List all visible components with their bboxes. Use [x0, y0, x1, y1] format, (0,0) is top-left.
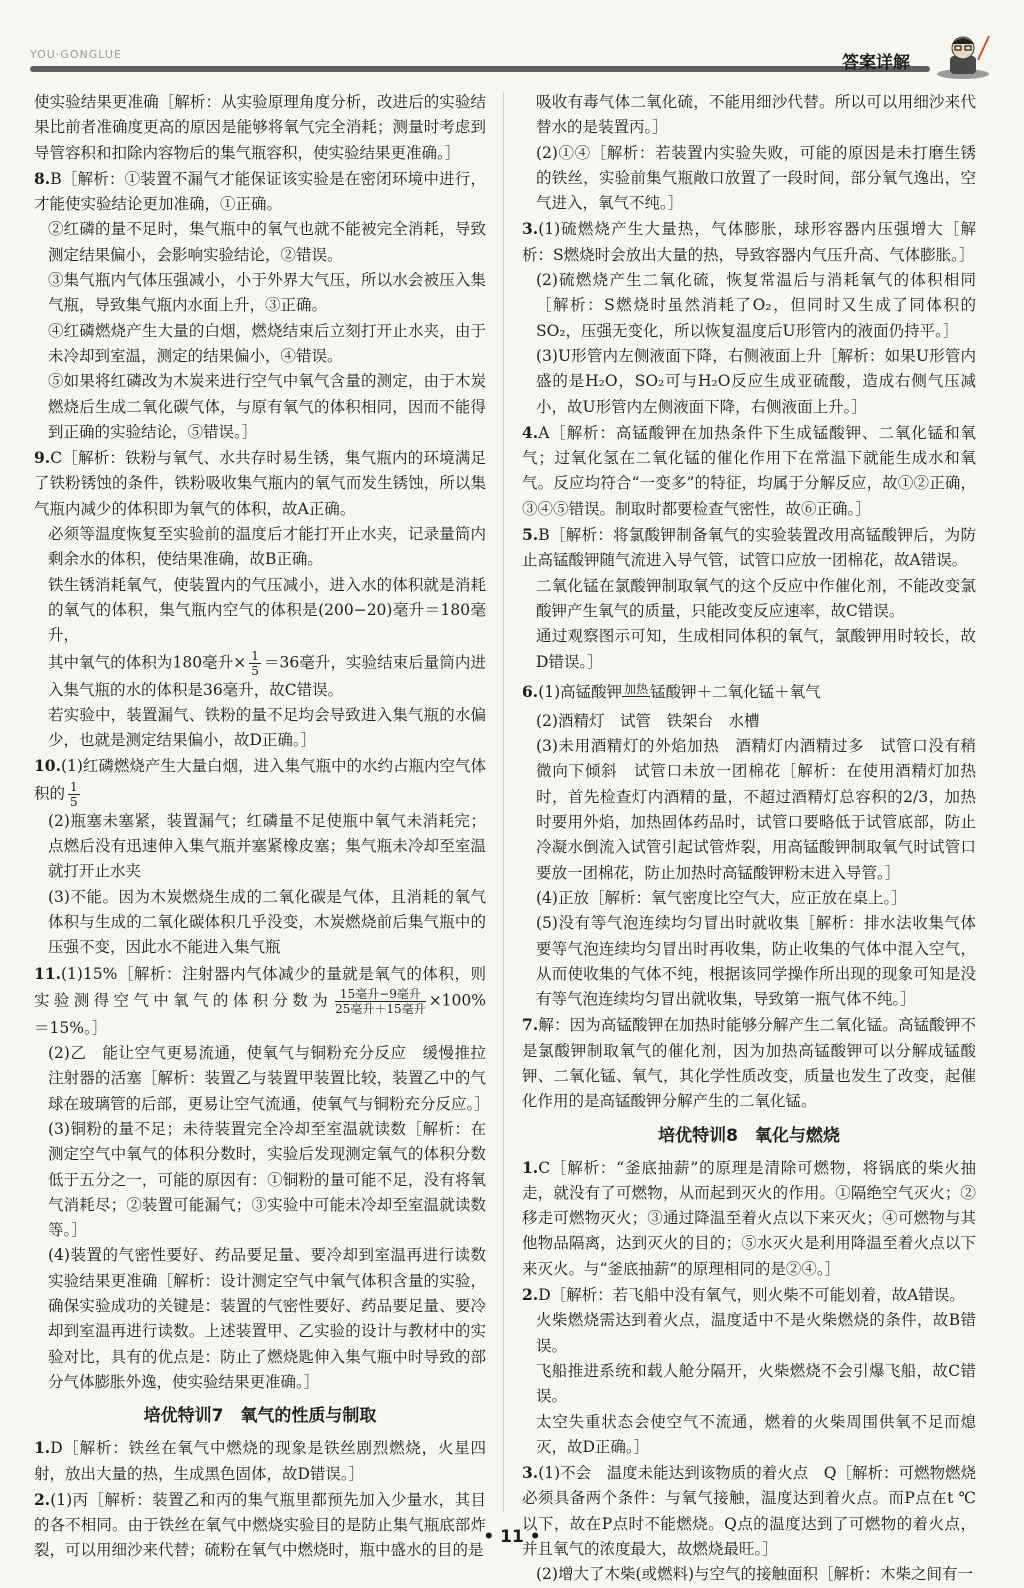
- s8-answer-3-text: (1)不会 温度未能达到该物质的着火点 Q［解析：可燃物燃烧必须具备两个条件：与氧气接触，温度达到着火点。而P点在t ℃以下，故在P点时不能燃烧。Q点的温度达到了可燃物的着火点，并且氧气的浓度最大，故燃烧最旺。］: [522, 1464, 976, 1559]
- answer-9-line-4b: ＝36毫升，实验结束后量筒内进入集气瓶的水的体积是36毫升，故C错误。: [48, 653, 486, 699]
- s8-answer-2-text: D［解析：若飞船中没有氧气，则火柴不可能划着，故A错误。: [538, 1286, 965, 1305]
- answer-9-line-2: 必须等温度恢复至实验前的温度后才能打开止水夹，记录量筒内剩余水的体积，使结果准确，故B正确。: [48, 525, 486, 569]
- answer-8-line-2: ②红磷的量不足时，集气瓶中的氧气也就不能被完全消耗，导致测定结果偏小，会影响实验结论，②错误。: [48, 220, 486, 264]
- page-number: • 11 •: [483, 1527, 541, 1547]
- fraction-numerator: 15毫升−9毫升: [335, 987, 426, 1002]
- right-cont-paragraph: 吸收有毒气体二氧化硫，不能用细沙代替。所以可以用细沙来代替水的是装置丙。］: [536, 93, 976, 137]
- answer-9-line-4: [34, 649, 486, 703]
- fraction-oxygen: [335, 987, 426, 1016]
- answer-6-products: 锰酸钾＋二氧化锰＋氧气: [650, 682, 821, 701]
- right-column: [522, 90, 976, 1588]
- s8-answer-3-number: 3.: [522, 1463, 539, 1483]
- answer-3-line-2: (2)硫燃烧产生二氧化硫，恢复常温后与消耗氧气的体积相同［解析：S燃烧时虽然消耗了O₂，但同时又生成了同体积的SO₂，压强无变化，所以恢复温度后U形管内的液面仍持平。］: [536, 271, 976, 340]
- left-column: [34, 90, 502, 1564]
- answer-5-line-3: 通过观察图示可知，生成相同体积的氧气，氯酸钾用时较长，故D错误。］: [536, 627, 976, 671]
- answer-10-text: (1)红磷燃烧产生大量白烟，进入集气瓶中的水约占瓶内空气体积的: [34, 757, 486, 803]
- s8-answer-3-line-2: (2)增大了木柴(或燃料)与空气的接触面积［解析：木柴之间有一: [536, 1565, 974, 1584]
- s7-answer-1-number: 1.: [34, 1438, 51, 1458]
- answer-10-line-2: (2)瓶塞未塞紧，装置漏气；红磷量不足使瓶中氧气未消耗完；点燃后没有迅速伸入集气瓶并塞紧橡皮塞；集气瓶未冷却至室温就打开止水夹: [48, 811, 486, 881]
- fraction-one-fifth-2: [68, 780, 80, 809]
- answer-11-multiplier: ×100%: [428, 991, 486, 1010]
- answer-5-line-2: 二氧化锰在氯酸钾制取氧气的这个反应中作催化剂，不能改变氯酸钾产生氧气的质量，只能改变反应速率，故C错误。: [536, 576, 976, 620]
- answer-9-text: C［解析：铁粉与氧气、水共存时易生锈，集气瓶内的环境满足了铁粉锈蚀的条件，铁粉吸收集气瓶内的氧气而发生锈蚀，所以集气瓶内减少的体积即为氧气的体积，故A正确。: [34, 449, 486, 518]
- s7-answer-1-text: D［解析：铁丝在氧气中燃烧的现象是铁丝剧烈燃烧，火星四射，放出大量的热，生成黑色固体，故D错误。］: [34, 1439, 486, 1483]
- s8-answer-2-line-2: 火柴燃烧需达到着火点，温度适中不是火柴燃烧的条件，故B错误。: [536, 1311, 976, 1355]
- answer-8-line-5: ⑤如果将红磷改为木炭来进行空气中氧气含量的测定，由于木炭燃烧后生成二氧化碳气体，与原有氧气的体积相同，因而不能得到正确的实验结论，⑤错误。］: [48, 372, 486, 441]
- s8-answer-1-text: C［解析：“釜底抽薪”的原理是清除可燃物，将锅底的柴火抽走，就没有了可燃物，从而起到灭火的作用。①隔绝空气灭火；②移走可燃物灭火；③通过降温至着火点以下来灭火；④可燃物与其他物品隔离，达到灭火的目的；⑤水灭火是利用降温至着火点以下来灭火。与“釜底抽薪”的原理相同的是②④。］: [522, 1158, 976, 1278]
- s7-answer-2-number: 2.: [34, 1489, 51, 1509]
- header-title: 答案详解: [842, 53, 910, 73]
- answer-8-line-4: ④红磷燃烧产生大量的白烟，燃烧结束后立刻打开止水夹，由于未冷却到室温，测定的结果偏小，④错误。: [48, 321, 486, 365]
- answer-4-text: A［解析：高锰酸钾在加热条件下生成锰酸钾、二氧化锰和氧气；过氧化氢在二氧化锰的催化作用下在常温下就能生成水和氧气。反应均符合“一变多”的特征，均属于分解反应，故①②正确，③④⑤错误。制取时都要检查气密性，故⑥正确。］: [522, 423, 976, 518]
- s8-answer-2-number: 2.: [522, 1285, 539, 1305]
- s8-answer-1-number: 1.: [522, 1157, 539, 1177]
- s8-answer-1: [522, 1155, 976, 1282]
- answer-11-line-3: (3)铜粉的量不足；未待装置完全冷却至室温就读数［解析：在测定空气中氧气的体积分数时，实验后发现测定氧气的体积分数低于五分之一，可能的原因有：①铜粉的量可能不足，没有将氧气消耗尽；②装置可能漏气；③实验中可能未冷却至室温就读数等。］: [48, 1119, 486, 1240]
- answer-10-number: 10.: [34, 756, 61, 776]
- right-cont-paragraph-2: (2)①④［解析：若装置内实验失败，可能的原因是未打磨生锈的铁丝，实验前集气瓶敞口放置了一段时间，部分氧气逸出，空气进入，氧气不纯。］: [536, 143, 976, 213]
- fraction-denominator: 25毫升＋15毫升: [335, 1001, 426, 1016]
- answer-6-line-5: (5)没有等气泡连续均匀冒出时就收集［解析：排水法收集气体要等气泡连续均匀冒出时再收集，防止收集的气体中混入空气，从而使收集的气体不纯，根据该同学操作所出现的现象可知是没有等气泡连续均匀冒出就收集，导致第一瓶气体不纯。］: [536, 914, 976, 1009]
- answer-3: [522, 216, 976, 268]
- answer-6-line-4: (4)正放［解析：氧气密度比空气大，应正放在桌上。］: [536, 888, 907, 907]
- fraction-numerator: 1: [70, 779, 78, 794]
- fraction-one-fifth: [249, 649, 261, 678]
- answer-7-text: 解：因为高锰酸钾在加热时能够分解产生二氧化锰。高锰酸钾不是氯酸钾制取氧气的催化剂，因为加热高锰酸钾可以分解成锰酸钾、二氧化锰、氧气，其化学性质改变，质量也发生了改变，起催化作用的是高锰酸钾分解产生的二氧化锰。: [522, 1016, 976, 1111]
- answer-8-text: B［解析：①装置不漏气才能保证该实验是在密闭环境中进行，才能使实验结论更加准确，①正确。: [34, 169, 486, 214]
- answer-11-text: (1)15%［解析：注射器内气体减少的量就是氧气的体积，则实验测得空气中氧气的体积分数为: [34, 964, 486, 1010]
- left-cont-paragraph: 使实验结果更准确［解析：从实验原理角度分析，改进后的实验结果比前者准确度更高的原因是能够将氧气完全消耗；测量时考虑到导管容积和扣除内容物后的集气瓶容积，使实验结果更准确。］: [34, 93, 486, 162]
- answer-6-number: 6.: [522, 681, 539, 701]
- s8-answer-2-line-4: 太空失重状态会使空气不流通，燃着的火柴周围供氧不足而熄灭，故D正确。］: [536, 1412, 976, 1456]
- answer-9: [34, 445, 486, 522]
- section-title-8: 培优特训8 氧化与燃烧: [658, 1125, 840, 1146]
- answer-5: [522, 522, 976, 574]
- answer-10: [34, 753, 486, 808]
- answer-7: [522, 1012, 976, 1114]
- answer-6: [522, 675, 976, 709]
- answer-5-number: 5.: [522, 525, 539, 545]
- answer-9-line-4a: 其中氧气的体积为180毫升×: [48, 653, 247, 672]
- answer-11-number: 11.: [34, 963, 61, 983]
- answer-3-text: (1)硫燃烧产生大量热，气体膨胀，球形容器内压强增大［解析：S燃烧时会放出大量的热，导致容器内气压升高、气体膨胀。］: [522, 220, 976, 264]
- fraction-denominator: 5: [70, 794, 78, 809]
- column-divider: [503, 92, 504, 1512]
- answer-9-line-5: 若实验中，装置漏气、铁粉的量不足均会导致进入集气瓶的水偏少，也就是测定结果偏小，故D正确。］: [48, 705, 486, 750]
- answer-7-number: 7.: [522, 1015, 539, 1035]
- answer-6-reactant: (1)高锰酸钾: [538, 682, 623, 701]
- answer-10-line-3: (3)不能。因为木炭燃烧生成的二氧化碳是气体，且消耗的氧气体积与生成的二氧化碳体积几乎没变，木炭燃烧前后集气瓶中的压强不变，因此水不能进入集气瓶: [48, 887, 486, 957]
- answer-11-line-2: (2)乙 能让空气更易流通，使氧气与铜粉充分反应 缓慢推拉注射器的活塞［解析：装置乙与装置甲装置比较，装置乙中的气球在玻璃管的后部，更易让空气流通，使氧气与铜粉充分反应。］: [48, 1044, 490, 1113]
- answer-9-line-3: 铁生锈消耗氧气，使装置内的气压减小，进入水的体积就是消耗的氧气的体积，集气瓶内空气的体积是(200−20)毫升＝180毫升，: [48, 575, 486, 645]
- answer-4-number: 4.: [522, 422, 539, 442]
- fraction-numerator: 1: [251, 648, 259, 663]
- header-bar: [30, 66, 930, 72]
- s7-answer-1: [34, 1435, 486, 1487]
- s8-answer-2: [522, 1282, 976, 1308]
- answer-8-line-3: ③集气瓶内气体压强减小，小于外界大气压，所以水会被压入集气瓶，导致集气瓶内水面上升，③正确。: [48, 271, 486, 315]
- page-header: [0, 0, 1024, 80]
- answer-8: [34, 166, 486, 218]
- section-title-7: 培优特训7 氧气的性质与制取: [143, 1406, 377, 1427]
- s8-answer-3: [522, 1460, 976, 1562]
- answer-9-number: 9.: [34, 448, 51, 468]
- brand-watermark: YOU·GONGLUE: [30, 48, 122, 61]
- fraction-denominator: 5: [251, 663, 259, 678]
- mascot-icon: [934, 30, 992, 80]
- answer-5-text: B［解析：将氯酸钾制备氧气的实验装置改用高锰酸钾后，为防止高锰酸钾随气流进入导气管，试管口应放一团棉花，故A错误。: [522, 526, 976, 570]
- answer-3-number: 3.: [522, 219, 539, 239]
- answer-6-line-2: (2)酒精灯 试管 铁架台 水槽: [536, 711, 760, 730]
- answer-11-line-4: (4)装置的气密性要好、药品要足量、要冷却到室温再进行读数 实验结果更准确［解析：设计测定空气中氧气体积含量的实验，确保实验成功的关键是：装置的气密性要好、药品要足量、要冷却到室温再进行读数。上述装置甲、乙实验的设计与教材中的实验对比，具有的优点是：防止了燃烧匙伸入集气瓶中时导致的部分气体膨胀外逸，使实验结果更准确。］: [48, 1246, 502, 1391]
- s7-answer-2-text: (1)丙［解析：装置乙和丙的集气瓶里都预先加入少量水，其目的各不相同。由于铁丝在氧气中燃烧实验目的是防止集气瓶底部炸裂，可以用细沙来代替；硫粉在氧气中燃烧时，瓶中盛水的目的是: [34, 1490, 486, 1560]
- s7-answer-2: [34, 1487, 486, 1564]
- answer-11-result: ＝15%。］: [34, 1018, 108, 1037]
- answer-3-line-3: (3)U形管内左侧液面下降，右侧液面上升［解析：如果U形管内盛的是H₂O，SO₂可与H₂O反应生成亚硫酸，造成右侧气压减小，故U形管内左侧液面下降，右侧液面上升。］: [536, 346, 976, 416]
- answer-8-number: 8.: [34, 168, 51, 188]
- answer-11: [34, 961, 486, 1042]
- answer-4: [522, 420, 976, 522]
- answer-6-line-3: (3)未用酒精灯的外焰加热 酒精灯内酒精过多 试管口没有稍微向下倾斜 试管口未放一团棉花［解析：在使用酒精灯加热时，首先检查灯内酒精的量，不超过酒精灯总容积的2/3，加热时要用外焰，加热固体药品时，试管口要略低于试管底部，防止冷凝水倒流入试管引起试管炸裂，用高锰酸钾制取氧气时试管口要放一团棉花，防止加热时高锰酸钾粉末进入导管。］: [536, 737, 976, 882]
- s8-answer-2-line-3: 飞船推进系统和载人舱分隔开，火柴燃烧不会引爆飞船，故C错误。: [536, 1361, 976, 1406]
- reaction-condition: 加热: [624, 681, 649, 696]
